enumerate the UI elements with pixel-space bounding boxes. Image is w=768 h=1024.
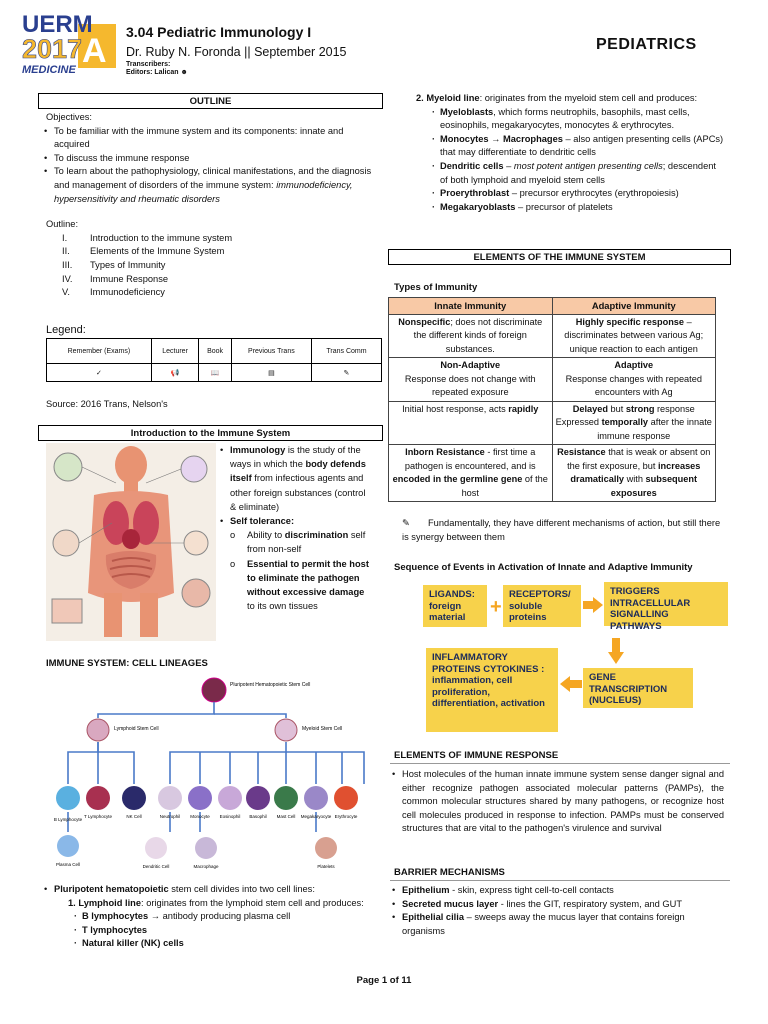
divider [390, 763, 730, 764]
adaptive-cell: Highly specific response – discriminates between various Ag; unique reaction to each antigen [552, 314, 716, 358]
response-heading: ELEMENTS OF IMMUNE RESPONSE [394, 750, 559, 761]
cell-label: B Lymphocyte [53, 817, 83, 822]
cell-label: Mast Cell [276, 814, 296, 819]
arrow-down-icon [608, 638, 624, 664]
objectives-section [46, 111, 374, 300]
outline-heading: OUTLINE [38, 93, 383, 109]
innate-cell: Initial host response, acts rapidly [389, 401, 553, 445]
response-item: • Host molecules of the human innate immune system sense danger signal and either recognize pathogen associated molecular patterns (PAMPs), the common molecular structures shared by many pathogens, or recognize host cell molecules produced in response to infection. PAMPs must be conserved structures that are vital to the pathogen's virulence and survival [394, 768, 724, 836]
stem-label: Pluripotent Hematopoietic Stem Cell [230, 682, 311, 688]
check-icon: ✓ [47, 364, 152, 382]
lymphoid-stem-label: Lymphoid Stem Cell [114, 726, 159, 732]
pen-icon: ✎ [311, 364, 381, 382]
myeloid-line: 2. Myeloid line: originates from the myeloid stem cell and produces: [416, 93, 698, 103]
innate-cell: Nonspecific; does not discriminate the different kinds of foreign substances. [389, 314, 553, 358]
transcribers-label: Transcribers: [126, 61, 171, 68]
outline-item: V. Immunodeficiency [62, 287, 165, 298]
myeloid-stem-label: Myeloid Stem Cell [302, 726, 343, 732]
uerm-logo [20, 10, 120, 76]
cell-label: T Lymphocyte [83, 814, 113, 819]
plasma-label: Plasma Cell [55, 862, 81, 867]
ligands-box: LIGANDS: foreign material [423, 585, 487, 627]
inflammatory-box: INFLAMMATORY PROTEINS CYTOKINES : inflammation, cell proliferation, differentiation, activation [426, 648, 558, 732]
col-adaptive: Adaptive Immunity [552, 298, 716, 315]
outline-list [46, 232, 374, 300]
cell-label: Basophil [249, 814, 267, 819]
logo-text-letter: A [82, 32, 107, 70]
legend-table [46, 338, 382, 382]
legend-trans-comm: Trans Comm [311, 339, 381, 364]
logo-text-top: UERM [22, 11, 93, 38]
department-title: PEDIATRICS [596, 36, 697, 53]
document-icon: ▤ [231, 364, 311, 382]
objective-item: • To be familiar with the immune system and its components: innate and acquired [46, 125, 374, 152]
pen-icon: ✎ [402, 518, 410, 528]
cell-label: Monocyte [190, 814, 210, 819]
types-label: Types of Immunity [394, 282, 478, 293]
barrier-item: • Epithelium - skin, express tight cell-to-cell contacts [394, 884, 724, 898]
myeloid-product: · Megakaryoblasts – precursor of platelets [426, 201, 724, 215]
book-icon: 📖 [199, 364, 231, 382]
objective-item: • To discuss the immune response [46, 152, 374, 166]
innate-cell: Inborn Resistance - first time a pathogen is encountered, and is encoded in the germline gene of the host [389, 445, 553, 502]
synergy-note: ✎ Fundamentally, they have different mechanisms of action, but still there is synergy between them [402, 518, 721, 542]
lymphoid-product: · B lymphocytes → antibody producing plasma cell [68, 910, 376, 924]
page-title: 3.04 Pediatric Immunology I [126, 24, 312, 40]
outline-label: Outline: [46, 219, 79, 230]
editors-label: Editors: Lalican ☻ [126, 69, 188, 76]
legend-label: Legend: [46, 324, 86, 336]
adaptive-cell: Delayed but strong response Expressed temporally after the innate immune response [552, 401, 716, 445]
objectives-label: Objectives: [46, 112, 92, 122]
col-innate: Innate Immunity [389, 298, 553, 315]
logo-text-year: 2017 [22, 34, 83, 64]
transcribers [126, 61, 188, 77]
legend-book: Book [199, 339, 231, 364]
triggers-box: TRIGGERS INTRACELLULAR SIGNALLING PATHWAYS [604, 582, 728, 626]
immunity-table [388, 297, 716, 502]
anatomy-illustration [46, 443, 216, 641]
barrier-item: • Epithelial cilia – sweeps away the mucus layer that contains foreign organisms [394, 911, 724, 938]
lineage-text [46, 883, 376, 951]
myeloid-product: · Proerythroblast – precursor erythrocytes (erythropoiesis) [426, 187, 724, 201]
myeloid-section [416, 92, 724, 214]
arrow-right-icon [583, 597, 603, 613]
myeloid-product: · Myeloblasts, which forms neutrophils, basophils, mast cells, eosinophils, megakaryocytes, monocytes & erythrocytes. [426, 106, 724, 133]
cell-label: Neutrophil [159, 814, 181, 819]
page-number: Page 1 of 11 [356, 975, 412, 986]
receptors-box: RECEPTORS/ soluble proteins [503, 585, 581, 627]
legend-remember: Remember (Exams) [47, 339, 152, 364]
myeloid-products [416, 106, 724, 215]
divider [390, 880, 730, 881]
barrier-item: • Secreted mucus layer - lines the GIT, respiratory system, and GUT [394, 898, 724, 912]
megaphone-icon: 📢 [151, 364, 199, 382]
immunology-definition: • Immunology is the study of the ways in which the body defends itself from infectious agents and other foreign substances (control & eliminate) [222, 443, 374, 514]
outline-item: I. Introduction to the immune system [62, 232, 233, 243]
innate-cell: Non-Adaptive Response does not change with repeated exposure [389, 358, 553, 402]
smile-icon: ☻ [180, 69, 188, 76]
cell-label: Erythrocyte [334, 814, 358, 819]
self-tolerance-sub: o Essential to permit the host to eliminate the pathogen without excessive damage to its own tissues [230, 558, 369, 612]
platelets-label: Platelets [317, 864, 335, 869]
legend-previous-trans: Previous Trans [231, 339, 311, 364]
arrow-left-icon [560, 676, 582, 692]
dendritic-label: Dendritic Cell [142, 864, 170, 869]
macrophage-label: Macrophage [193, 864, 219, 869]
lecturer-date: Dr. Ruby N. Foronda || September 2015 [126, 45, 347, 59]
adaptive-cell: Resistance that is weak or absent on the first exposure, but increases dramatically with subsequent exposures [552, 445, 716, 502]
cell-label: Eosinophil [219, 814, 241, 819]
lymphoid-product: · T lymphocytes [68, 924, 376, 938]
legend-lecturer: Lecturer [151, 339, 199, 364]
cell-lineage-diagram [46, 672, 382, 872]
outline-item: IV. Immune Response [62, 273, 169, 284]
gene-box: GENE TRANSCRIPTION (NUCLEUS) [583, 668, 693, 708]
cell-label: Megakaryocyte [300, 814, 332, 819]
outline-item: II. Elements of the Immune System [62, 246, 225, 257]
myeloid-product: · Dendritic cells – most potent antigen presenting cells; descendent of both lymphoid and myeloid stem cells [426, 160, 724, 187]
outline-item: III. Types of Immunity [62, 259, 166, 270]
intro-heading: Introduction to the Immune System [38, 425, 383, 441]
lineage-heading: IMMUNE SYSTEM: CELL LINEAGES [46, 658, 208, 669]
lymphoid-line: 1. Lymphoid line: originates from the lymphoid stem cell and produces: [68, 897, 364, 908]
source-line: Source: 2016 Trans, Nelson's [46, 399, 168, 409]
adaptive-cell: Adaptive Response changes with repeated encounters with Ag [552, 358, 716, 402]
pluripotent-item: • Pluripotent hematopoietic stem cell divides into two cell lines: [46, 883, 376, 897]
cell-label: NK Cell [126, 814, 142, 819]
barrier-heading: BARRIER MECHANISMS [394, 867, 505, 878]
lymphoid-products [46, 910, 376, 951]
objective-item: • To learn about the pathophysiology, clinical manifestations, and the diagnosis and management of disorders of the immune system: immunodeficiency, hypersensitivity and rheumatic disorders [46, 165, 374, 206]
sequence-heading: Sequence of Events in Activation of Innate and Adaptive Immunity [394, 562, 693, 573]
intro-text [222, 443, 374, 613]
logo-text-bottom: MEDICINE [22, 64, 76, 76]
plus-icon: + [490, 596, 502, 618]
self-tolerance: • Self tolerance: o Ability to discrimination self from non-self o Essential to permit the host to eliminate the pathogen without excessive damage to its own tissues [222, 514, 374, 613]
self-tolerance-sub: o Ability to discrimination self from non-self [230, 530, 366, 555]
barrier-list [394, 884, 724, 938]
elements-heading: ELEMENTS OF THE IMMUNE SYSTEM [388, 249, 731, 265]
response-text [394, 768, 724, 836]
objective-italic: immunodeficiency, hypersensitivity and rheumatic disorders [54, 179, 353, 204]
myeloid-product: · Monocytes → Macrophages – also antigen presenting cells (APCs) that may differentiate to dendritic cells [426, 133, 724, 160]
lymphoid-product: · Natural killer (NK) cells [68, 937, 376, 951]
